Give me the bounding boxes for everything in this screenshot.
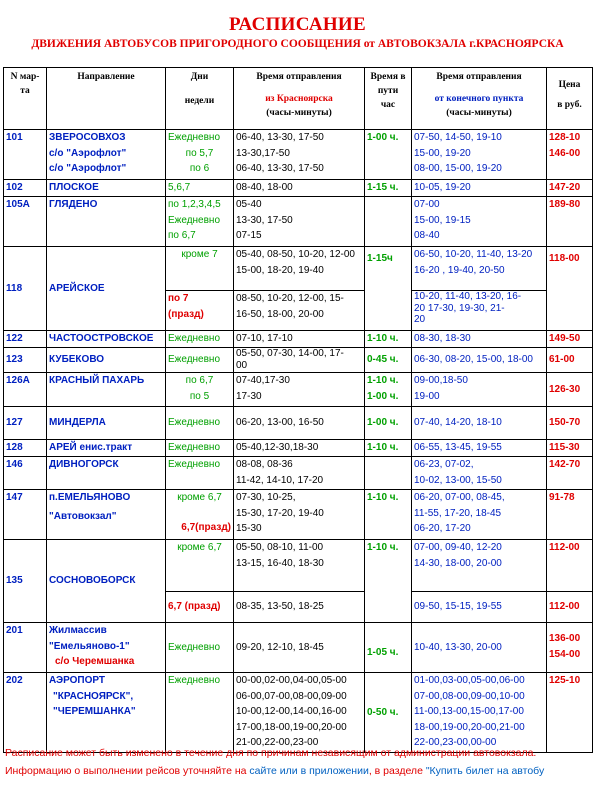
route-number: 118 [4,247,47,331]
route-duration: 1-10 ч. 1-00 ч. [365,373,412,407]
route-duration: 0-45 ч. [365,348,412,373]
table-header-row [4,68,593,130]
route-return: 01-00,03-00,05-00,06-00 07-00,08-00,09-00,10-00 11-00,13-00,15-00,17-00 18-00,19-00,20-00,21-00 22-00,23-00,00-00 [412,673,547,753]
route-direction: ГЛЯДЕНО [47,197,166,247]
route-number: 146 [4,457,47,490]
route-return: 10-05, 19-20 [412,180,547,197]
route-number: 102 [4,180,47,197]
route-departure: 07-30, 10-25, 15-30, 17-20, 19-40 15-30 [234,490,365,540]
route-direction: МИНДЕРЛА [47,407,166,440]
route-price: 147-20 [547,180,593,197]
route-duration: 1-00 ч. [365,130,412,180]
footer-notice: Расписание может быть изменено в течение дня по причинам независящим от администрации автовокзала. [5,747,537,759]
route-direction: СОСНОВОБОРСК [47,540,166,623]
page-title: РАСПИСАНИЕ [229,14,366,35]
route-return: 06-50, 10-20, 11-40, 13-20 16-20 , 19-40, 20-50 [412,247,547,291]
route-number: 128 [4,440,47,457]
route-days: 6,7 (празд) [166,592,234,623]
route-return: 10-40, 13-30, 20-00 [412,623,547,673]
route-number: 126А [4,373,47,407]
route-departure: 06-20, 13-00, 16-50 [234,407,365,440]
route-return: 06-20, 07-00, 08-45, 11-55, 17-20, 18-45 06-20, 17-20 [412,490,547,540]
route-number: 147 [4,490,47,540]
route-duration: 1-15 ч. [365,180,412,197]
route-number: 202 [4,673,47,753]
route-departure: 05-40 13-30, 17-50 07-15 [234,197,365,247]
route-departure: 07-10, 17-10 [234,331,365,348]
route-days: по 7 (празд) [166,291,234,331]
route-duration: 1-00 ч. [365,407,412,440]
route-days: по 1,2,3,4,5 Ежедневно по 6,7 [166,197,234,247]
route-duration [365,457,412,490]
route-return: 07-50, 14-50, 19-10 15-00, 19-20 08-00, 15-00, 19-20 [412,130,547,180]
route-price: 112-00 [547,592,593,623]
route-return: 09-50, 15-15, 19-55 [412,592,547,623]
table-row [4,247,593,291]
route-duration: 1-10 ч. [365,540,412,623]
route-return: 07-00, 09-40, 12-20 14-30, 18-00, 20-00 [412,540,547,592]
table-row [4,331,593,348]
route-departure: 08-08, 08-36 11-42, 14-10, 17-20 [234,457,365,490]
route-return: 07-00 15-00, 19-15 08-40 [412,197,547,247]
route-departure: 05-50, 07-30, 14-00, 17- 00 [234,348,365,373]
route-departure: 06-40, 13-30, 17-50 13-30,17-50 06-40, 13-30, 17-50 [234,130,365,180]
route-departure: 09-20, 12-10, 18-45 [234,623,365,673]
route-price: 136-00 154-00 [547,623,593,673]
route-price: 61-00 [547,348,593,373]
route-days: Ежедневно [166,407,234,440]
route-departure: 00-00,02-00,04-00,05-00 06-00,07-00,08-00,09-00 10-00,12-00,14-00,16-00 17-00,18-00,19-00,20-00 21-00,22-00,23-00 [234,673,365,753]
route-direction: АРЕЙСКОЕ [47,247,166,331]
route-direction: Жилмассив "Емельяново-1" с/о Черемшанка [47,623,166,673]
route-number: 101 [4,130,47,180]
route-number: 123 [4,348,47,373]
table-row [4,490,593,540]
route-price: 125-10 [547,673,593,753]
route-price: 115-30 [547,440,593,457]
route-direction: ПЛОСКОЕ [47,180,166,197]
header-return: Время отправления от конечного пункта (часы-минуты) [412,68,547,130]
table-row [4,180,593,197]
route-days: Ежедневно [166,440,234,457]
route-price: 126-30 [547,373,593,407]
route-return: 10-20, 11-40, 13-20, 16- 20 17-30, 19-30, 21- 20 [412,291,547,331]
route-number: 122 [4,331,47,348]
route-days: Ежедневно [166,348,234,373]
route-departure: 05-50, 08-10, 11-00 13-15, 16-40, 18-30 [234,540,365,592]
route-direction: п.ЕМЕЛЬЯНОВО "Автовокзал" [47,490,166,540]
route-days: Ежедневно по 5,7 по 6 [166,130,234,180]
table-row [4,197,593,247]
table-row [4,540,593,592]
route-departure: 08-40, 18-00 [234,180,365,197]
table-row [4,373,593,407]
header-direction: Направление [47,68,166,130]
route-price: 149-50 [547,331,593,348]
header-price: Цена в руб. [547,68,593,130]
footer-info-text-2: , в разделе [368,765,426,777]
route-direction: КРАСНЫЙ ПАХАРЬ [47,373,166,407]
route-duration: 0-50 ч. [365,673,412,753]
route-days: 5,6,7 [166,180,234,197]
route-direction: АЭРОПОРТ "КРАСНОЯРСК", "ЧЕРЕМШАНКА" [47,673,166,753]
route-direction: АРЕЙ енис.тракт [47,440,166,457]
table-row [4,440,593,457]
footer-info [5,765,544,777]
header-departure: Время отправления из Красноярска (часы-минуты) [234,68,365,130]
route-price: 112-00 [547,540,593,592]
route-duration: 1-10 ч. [365,440,412,457]
table-row [4,130,593,180]
route-return: 06-23, 07-02, 10-02, 13-00, 15-50 [412,457,547,490]
route-departure: 05-40, 08-50, 10-20, 12-00 15-00, 18-20, 19-40 [234,247,365,291]
page-subtitle: ДВИЖЕНИЯ АВТОБУСОВ ПРИГОРОДНОГО СООБЩЕНИЯ от АВТОВОКЗАЛА г.КРАСНОЯРСКА [31,38,564,50]
route-duration [365,197,412,247]
route-direction: КУБЕКОВО [47,348,166,373]
table-row [4,623,593,673]
route-price: 189-80 [547,197,593,247]
route-duration: 1-10 ч. [365,331,412,348]
route-return: 09-00,18-50 19-00 [412,373,547,407]
route-days: по 6,7 по 5 [166,373,234,407]
route-return: 07-40, 14-20, 18-10 [412,407,547,440]
route-days: Ежедневно [166,457,234,490]
route-departure: 08-35, 13-50, 18-25 [234,592,365,623]
route-direction: ДИВНОГОРСК [47,457,166,490]
route-return: 06-30, 08-20, 15-00, 18-00 [412,348,547,373]
route-number: 127 [4,407,47,440]
header-duration: Время в пути час [365,68,412,130]
route-price: 91-78 [547,490,593,540]
footer-buy-ticket-link[interactable]: "Купить билет на автобу [425,765,545,777]
table-row [4,348,593,373]
footer-site-link[interactable]: сайте или в приложении [249,765,369,777]
route-duration: 1-10 ч. [365,490,412,540]
route-days: Ежедневно [166,673,234,753]
route-departure: 07-40,17-30 17-30 [234,373,365,407]
route-days: Ежедневно [166,331,234,348]
route-return: 06-55, 13-45, 19-55 [412,440,547,457]
route-duration: 1-05 ч. [365,623,412,673]
header-route-number: N мар- та [4,68,47,130]
route-price: 150-70 [547,407,593,440]
header-days: Дни недели [166,68,234,130]
table-row [4,673,593,753]
route-days: Ежедневно [166,623,234,673]
route-departure: 08-50, 10-20, 12-00, 15- 16-50, 18-00, 20-00 [234,291,365,331]
route-number: 135 [4,540,47,623]
route-days: кроме 7 [166,247,234,291]
schedule-table [3,67,593,753]
route-price: 118-00 [547,247,593,331]
route-return: 08-30, 18-30 [412,331,547,348]
route-number: 201 [4,623,47,673]
route-direction: ЗВЕРОСОВХОЗ с/о "Аэрофлот" с/о "Аэрофлот" [47,130,166,180]
route-price: 128-10 146-00 [547,130,593,180]
route-duration: 1-15ч [365,247,412,331]
route-number: 105А [4,197,47,247]
route-price: 142-70 [547,457,593,490]
route-days: кроме 6,7 6,7(празд) [166,490,234,540]
route-days: кроме 6,7 [166,540,234,592]
table-row [4,457,593,490]
route-direction: ЧАСТООСТРОВСКОЕ [47,331,166,348]
table-row [4,407,593,440]
footer-info-text: Информацию о выполнении рейсов уточняйте на [5,765,250,777]
route-departure: 05-40,12-30,18-30 [234,440,365,457]
